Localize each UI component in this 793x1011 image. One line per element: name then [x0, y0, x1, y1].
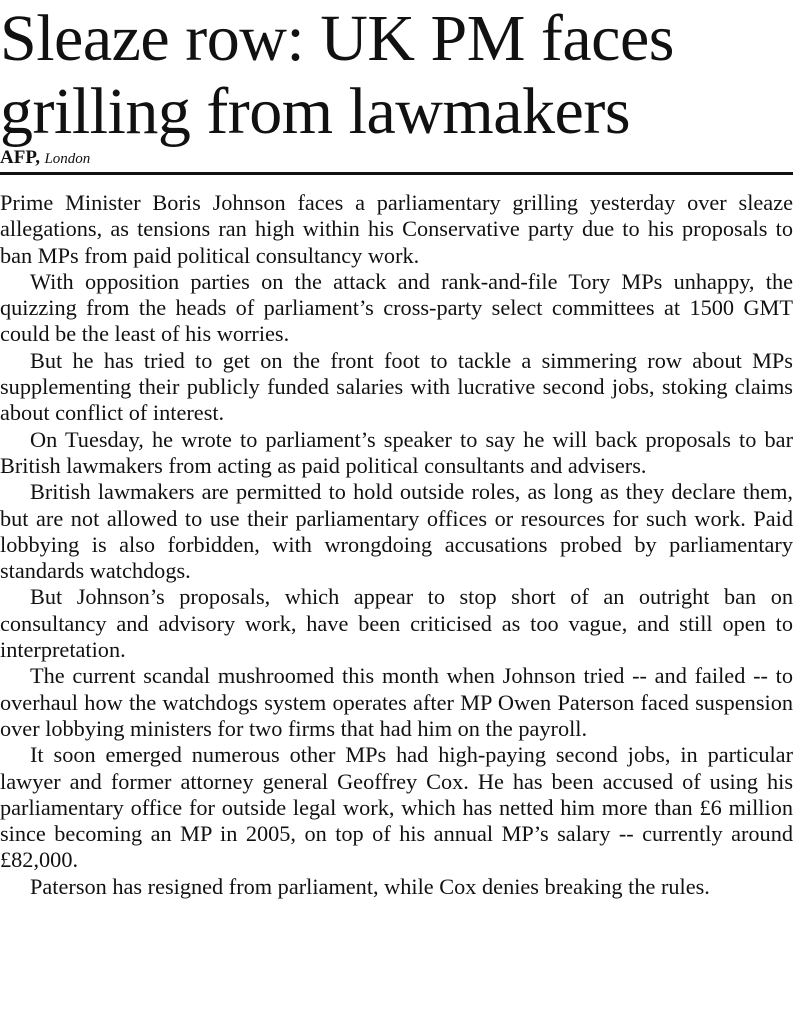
headline-line-2: grilling from lawmakers [0, 75, 631, 148]
paragraph: But Johnson’s proposals, which appear to stop short of an outright ban on consultancy and advisory work, have been criticised as too vague, and still open to interpretation. [0, 584, 793, 663]
paragraph: The current scandal mushroomed this month when Johnson tried -- and failed -- to overhaul how the watchdogs system operates after MP Owen Paterson faced suspension over lobbying ministers for two firms that had him on the payroll. [0, 663, 793, 741]
headline-line-1: Sleaze row: UK PM faces [0, 2, 674, 75]
paragraph: But he has tried to get on the front foot to tackle a simmering row about MPs supplementing their publicly funded salaries with lucrative second jobs, stoking claims about conflict of interest. [0, 347, 793, 426]
paragraph: On Tuesday, he wrote to parliament’s speaker to say he will back proposals to bar British lawmakers from acting as paid political consultants and advisers. [0, 426, 793, 478]
paragraph: Paterson has resigned from parliament, while Cox denies breaking the rules. [30, 873, 710, 899]
paragraph: British lawmakers are permitted to hold outside roles, as long as they declare them, but are not allowed to use their parliamentary offices or resources for such work. Paid lobbying is also forbidden, with wrongdoing accusations probed by parliamentary standards watchdogs. [0, 479, 793, 584]
divider-rule [0, 172, 793, 175]
byline [0, 146, 793, 170]
article-body [0, 190, 793, 900]
headline [0, 2, 793, 148]
byline-agency: AFP, [0, 147, 40, 168]
paragraph: With opposition parties on the attack and rank-and-file Tory MPs unhappy, the quizzing from the heads of parliament’s cross-party select committees at 1500 GMT could be the least of his worries. [0, 268, 793, 347]
paragraph: It soon emerged numerous other MPs had high-paying second jobs, in particular lawyer and former attorney general Geoffrey Cox. He has been accused of using his parliamentary office for outside legal work, which has netted him more than £6 million since becoming an MP in 2005, on top of his annual MP’s salary -- currently around £82,000. [0, 742, 793, 873]
paragraph: Prime Minister Boris Johnson faces a parliamentary grilling yesterday over sleaze allegations, as tensions ran high within his Conservative party due to his proposals to ban MPs from paid political consultancy work. [0, 190, 793, 268]
byline-city: London [44, 151, 91, 167]
